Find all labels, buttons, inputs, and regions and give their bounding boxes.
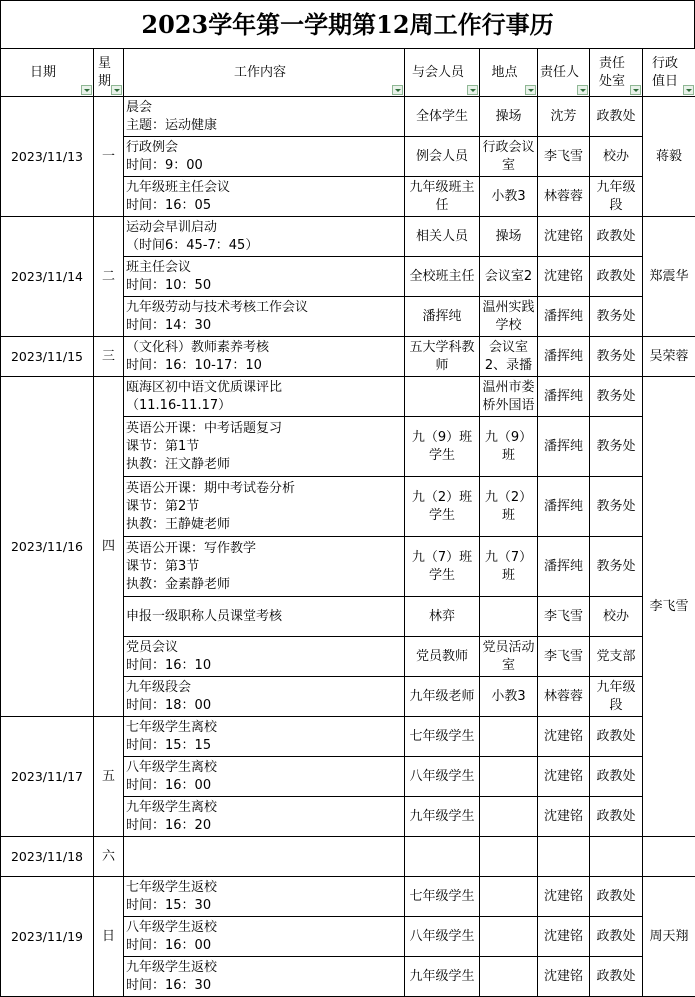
header-row xyxy=(1,49,695,97)
filter-dropdown-icon[interactable] xyxy=(630,85,641,95)
location-cell xyxy=(480,917,538,957)
duty-cell: 周天翔 xyxy=(643,877,695,997)
content-line: 执教：汪文静老师 xyxy=(126,456,231,472)
column-header-label: 星期 xyxy=(97,55,111,89)
location-cell xyxy=(480,717,538,757)
content-line: 九年级班主任会议 xyxy=(126,179,231,195)
person-cell: 潘挥纯 xyxy=(538,537,590,597)
dept-cell: 政教处 xyxy=(590,757,643,797)
weekday-cell: 二 xyxy=(94,217,124,337)
attendees-cell: 九（7）班学生 xyxy=(405,537,480,597)
content-cell xyxy=(124,957,405,997)
content-line: 运动会早训启动 xyxy=(126,219,218,235)
column-header-person xyxy=(538,49,590,97)
content-line: 九年级学生离校 xyxy=(126,799,218,815)
attendees-cell: 九年级学生 xyxy=(405,957,480,997)
content-cell xyxy=(124,917,405,957)
dept-cell: 教务处 xyxy=(590,537,643,597)
column-header-date xyxy=(1,49,94,97)
content-line: 时间：16：10 xyxy=(126,657,212,673)
weekday-cell: 一 xyxy=(94,97,124,217)
duty-cell xyxy=(643,837,695,877)
weekday-cell: 六 xyxy=(94,837,124,877)
location-cell xyxy=(480,877,538,917)
attendees-cell: 九年级班主任 xyxy=(405,177,480,217)
content-line: 英语公开课：期中考试卷分析 xyxy=(126,480,296,496)
location-cell: 行政会议室 xyxy=(480,137,538,177)
attendees-cell: 八年级学生 xyxy=(405,917,480,957)
attendees-cell: 全体学生 xyxy=(405,97,480,137)
attendees-cell xyxy=(405,377,480,417)
attendees-cell: 林弈 xyxy=(405,597,480,637)
person-cell: 沈芳 xyxy=(538,97,590,137)
table-row xyxy=(1,337,695,377)
column-header-label: 责任 xyxy=(598,55,625,71)
content-line: 时间：16：05 xyxy=(126,197,212,213)
location-cell: 操场 xyxy=(480,97,538,137)
filter-dropdown-icon[interactable] xyxy=(467,85,478,95)
content-cell xyxy=(124,377,405,417)
attendees-cell xyxy=(405,837,480,877)
person-cell: 李飞雪 xyxy=(538,137,590,177)
page-title: 2023学年第一学期第12周工作行事历 xyxy=(0,0,695,48)
person-cell: 沈建铭 xyxy=(538,717,590,757)
column-header-label: 地点 xyxy=(491,64,518,80)
person-cell: 潘挥纯 xyxy=(538,477,590,537)
content-line: 八年级学生离校 xyxy=(126,759,218,775)
content-line: 课节：第3节 xyxy=(126,558,200,574)
column-header-content xyxy=(124,49,405,97)
person-cell: 沈建铭 xyxy=(538,917,590,957)
column-header-duty xyxy=(643,49,695,97)
location-cell: 党员活动室 xyxy=(480,637,538,677)
content-line: 七年级学生离校 xyxy=(126,719,218,735)
schedule-table xyxy=(0,48,695,997)
person-cell: 林蓉蓉 xyxy=(538,177,590,217)
column-header-label: 处室 xyxy=(598,73,625,89)
column-header-dept xyxy=(590,49,643,97)
content-line: 班主任会议 xyxy=(126,259,192,275)
date-cell: 2023/11/17 xyxy=(1,717,94,837)
location-cell: 九（7）班 xyxy=(480,537,538,597)
person-cell: 潘挥纯 xyxy=(538,337,590,377)
attendees-cell: 潘挥纯 xyxy=(405,297,480,337)
location-cell: 会议室2 xyxy=(480,257,538,297)
filter-dropdown-icon[interactable] xyxy=(525,85,536,95)
content-line: 七年级学生返校 xyxy=(126,879,218,895)
date-cell: 2023/11/19 xyxy=(1,877,94,997)
content-cell xyxy=(124,677,405,717)
attendees-cell: 九（9）班学生 xyxy=(405,417,480,477)
column-header-attendees xyxy=(405,49,480,97)
dept-cell: 政教处 xyxy=(590,917,643,957)
person-cell: 李飞雪 xyxy=(538,597,590,637)
content-line: 时间：9：00 xyxy=(126,157,203,173)
content-line: 党员会议 xyxy=(126,639,179,655)
dept-cell: 教务处 xyxy=(590,477,643,537)
person-cell: 沈建铭 xyxy=(538,877,590,917)
location-cell xyxy=(480,837,538,877)
content-line: 主题：运动健康 xyxy=(126,117,218,133)
content-cell xyxy=(124,477,405,537)
content-cell xyxy=(124,837,405,877)
location-cell xyxy=(480,597,538,637)
attendees-cell: 九年级老师 xyxy=(405,677,480,717)
location-cell: 会议室2、录播 xyxy=(480,337,538,377)
dept-cell: 教务处 xyxy=(590,417,643,477)
person-cell: 沈建铭 xyxy=(538,257,590,297)
filter-dropdown-icon[interactable] xyxy=(683,85,694,95)
content-cell xyxy=(124,177,405,217)
dept-cell: 政教处 xyxy=(590,217,643,257)
attendees-cell: 相关人员 xyxy=(405,217,480,257)
filter-dropdown-icon[interactable] xyxy=(392,85,403,95)
dept-cell: 政教处 xyxy=(590,257,643,297)
duty-cell: 郑震华 xyxy=(643,217,695,337)
content-line: 九年级段会 xyxy=(126,679,192,695)
dept-cell: 教务处 xyxy=(590,337,643,377)
content-line: 时间：15：30 xyxy=(126,897,212,913)
person-cell xyxy=(538,837,590,877)
person-cell: 潘挥纯 xyxy=(538,297,590,337)
filter-dropdown-icon[interactable] xyxy=(81,85,92,95)
content-cell xyxy=(124,97,405,137)
content-cell xyxy=(124,537,405,597)
content-line: 八年级学生返校 xyxy=(126,919,218,935)
person-cell: 沈建铭 xyxy=(538,957,590,997)
location-cell: 小教3 xyxy=(480,677,538,717)
content-cell xyxy=(124,337,405,377)
attendees-cell: 例会人员 xyxy=(405,137,480,177)
weekday-cell: 五 xyxy=(94,717,124,837)
content-cell xyxy=(124,757,405,797)
content-line: 时间：10：50 xyxy=(126,277,212,293)
content-line: 时间：18：00 xyxy=(126,697,212,713)
content-line: 执教：金素静老师 xyxy=(126,576,231,592)
content-line: 晨会 xyxy=(126,99,153,115)
content-line: 时间：16：20 xyxy=(126,817,212,833)
content-line: 时间：16：10-17：10 xyxy=(126,357,262,373)
dept-cell: 九年级段 xyxy=(590,177,643,217)
content-cell xyxy=(124,137,405,177)
content-cell xyxy=(124,257,405,297)
person-cell: 潘挥纯 xyxy=(538,417,590,477)
location-cell: 小教3 xyxy=(480,177,538,217)
content-cell xyxy=(124,217,405,257)
date-cell: 2023/11/18 xyxy=(1,837,94,877)
location-cell xyxy=(480,797,538,837)
weekday-cell: 日 xyxy=(94,877,124,997)
column-header-label: 值日 xyxy=(651,73,678,89)
content-cell xyxy=(124,877,405,917)
content-cell xyxy=(124,597,405,637)
table-row xyxy=(1,377,695,417)
duty-cell: 吴荣蓉 xyxy=(643,337,695,377)
attendees-cell: 九（2）班学生 xyxy=(405,477,480,537)
dept-cell: 九年级段 xyxy=(590,677,643,717)
dept-cell: 教务处 xyxy=(590,297,643,337)
person-cell: 林蓉蓉 xyxy=(538,677,590,717)
column-header-label: 行政 xyxy=(651,55,678,71)
content-line: （11.16-11.17） xyxy=(126,397,232,413)
attendees-cell: 党员教师 xyxy=(405,637,480,677)
table-row xyxy=(1,97,695,137)
content-line: （文化科）教师素养考核 xyxy=(126,339,270,355)
location-cell: 九（9）班 xyxy=(480,417,538,477)
person-cell: 李飞雪 xyxy=(538,637,590,677)
dept-cell: 政教处 xyxy=(590,877,643,917)
dept-cell: 党支部 xyxy=(590,637,643,677)
column-header-label: 工作内容 xyxy=(233,64,286,80)
column-header-label: 日期 xyxy=(29,64,56,80)
dept-cell: 政教处 xyxy=(590,717,643,757)
date-cell: 2023/11/13 xyxy=(1,97,94,217)
content-line: 英语公开课：写作教学 xyxy=(126,540,257,556)
column-header-location xyxy=(480,49,538,97)
content-line: 行政例会 xyxy=(126,139,179,155)
content-cell xyxy=(124,717,405,757)
content-line: 执教：王静婕老师 xyxy=(126,516,231,532)
content-line: （时间6：45-7：45） xyxy=(126,237,259,253)
attendees-cell: 八年级学生 xyxy=(405,757,480,797)
content-line: 时间：15：15 xyxy=(126,737,212,753)
content-line: 课节：第2节 xyxy=(126,498,200,514)
filter-dropdown-icon[interactable] xyxy=(111,85,122,95)
content-line: 课节：第1节 xyxy=(126,438,200,454)
attendees-cell: 五大学科教师 xyxy=(405,337,480,377)
location-cell: 操场 xyxy=(480,217,538,257)
content-line: 九年级劳动与技术考核工作会议 xyxy=(126,299,309,315)
location-cell xyxy=(480,757,538,797)
attendees-cell: 全校班主任 xyxy=(405,257,480,297)
content-line: 瓯海区初中语文优质课评比 xyxy=(126,379,283,395)
table-row xyxy=(1,837,695,877)
table-row xyxy=(1,217,695,257)
column-header-weekday xyxy=(94,49,124,97)
column-header-label: 与会人员 xyxy=(411,64,464,80)
person-cell: 沈建铭 xyxy=(538,217,590,257)
content-line: 时间：16：00 xyxy=(126,937,212,953)
location-cell: 温州市娄桥外国语 xyxy=(480,377,538,417)
content-cell xyxy=(124,417,405,477)
location-cell xyxy=(480,957,538,997)
person-cell: 沈建铭 xyxy=(538,797,590,837)
location-cell: 九（2）班 xyxy=(480,477,538,537)
content-cell xyxy=(124,297,405,337)
dept-cell: 教务处 xyxy=(590,377,643,417)
content-line: 九年级学生返校 xyxy=(126,959,218,975)
content-line: 英语公开课：中考话题复习 xyxy=(126,420,283,436)
dept-cell: 政教处 xyxy=(590,797,643,837)
content-line: 时间：14：30 xyxy=(126,317,212,333)
content-cell xyxy=(124,637,405,677)
location-cell: 温州实践学校 xyxy=(480,297,538,337)
date-cell: 2023/11/14 xyxy=(1,217,94,337)
content-line: 申报一级职称人员课堂考核 xyxy=(126,608,283,624)
attendees-cell: 七年级学生 xyxy=(405,877,480,917)
date-cell: 2023/11/16 xyxy=(1,377,94,717)
column-header-label: 责任人 xyxy=(540,64,580,80)
duty-cell: 李飞雪 xyxy=(643,377,695,837)
table-row xyxy=(1,877,695,917)
filter-dropdown-icon[interactable] xyxy=(577,85,588,95)
weekday-cell: 三 xyxy=(94,337,124,377)
dept-cell xyxy=(590,837,643,877)
table-body xyxy=(1,97,695,997)
date-cell: 2023/11/15 xyxy=(1,337,94,377)
table-row xyxy=(1,717,695,757)
content-line: 时间：16：30 xyxy=(126,977,212,993)
attendees-cell: 七年级学生 xyxy=(405,717,480,757)
person-cell: 沈建铭 xyxy=(538,757,590,797)
content-cell xyxy=(124,797,405,837)
weekday-cell: 四 xyxy=(94,377,124,717)
duty-cell: 蒋毅 xyxy=(643,97,695,217)
content-line: 时间：16：00 xyxy=(126,777,212,793)
attendees-cell: 九年级学生 xyxy=(405,797,480,837)
person-cell: 潘挥纯 xyxy=(538,377,590,417)
dept-cell: 政教处 xyxy=(590,957,643,997)
dept-cell: 校办 xyxy=(590,137,643,177)
dept-cell: 校办 xyxy=(590,597,643,637)
dept-cell: 政教处 xyxy=(590,97,643,137)
